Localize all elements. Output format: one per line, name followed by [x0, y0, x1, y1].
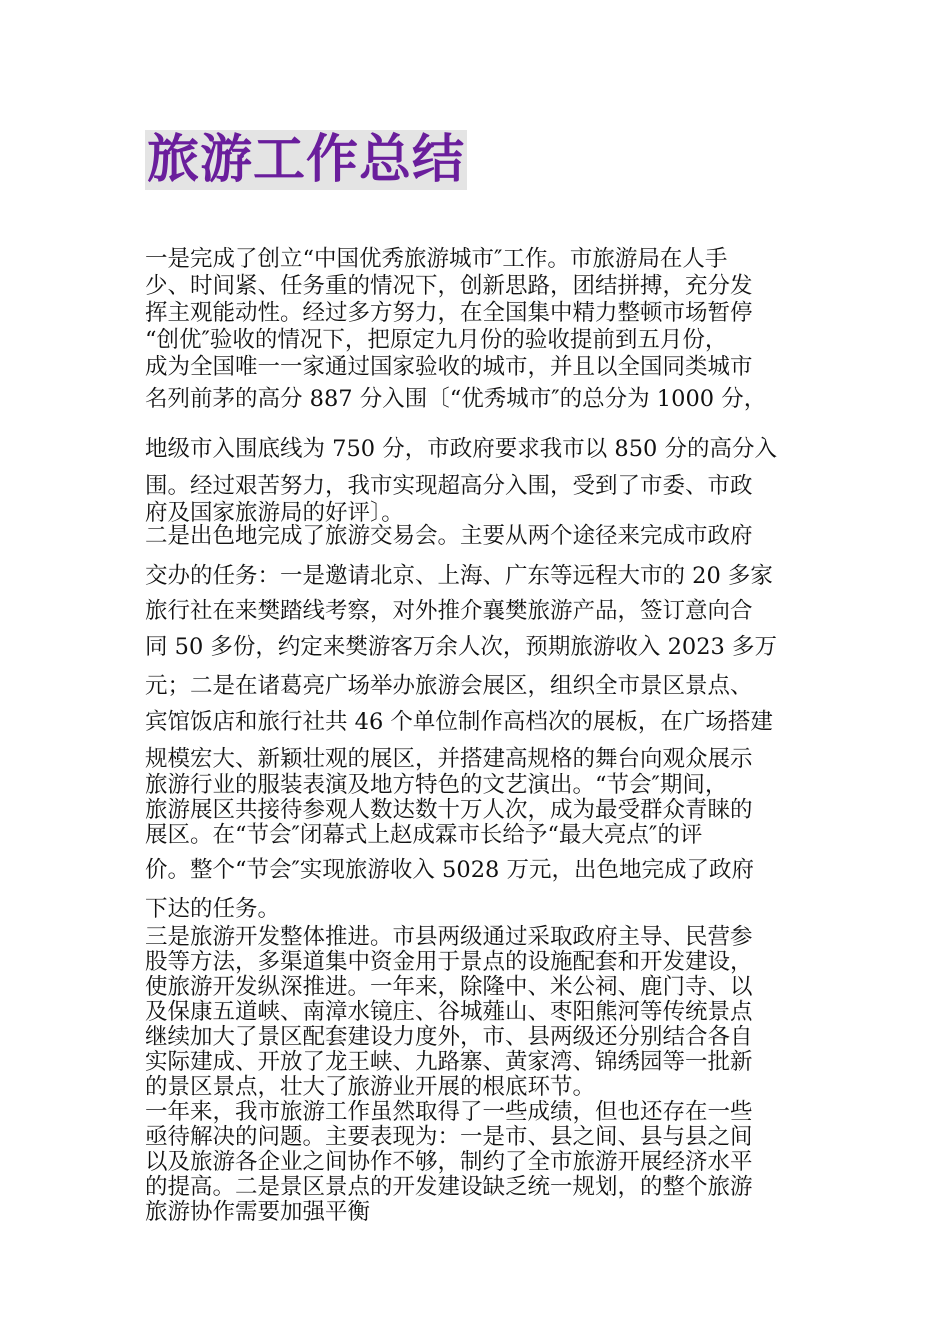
text-line: 旅行社在来樊踏线考察，对外推介襄樊旅游产品，签订意向合 — [145, 598, 753, 624]
text-line: 的提高。二是景区景点的开发建设缺乏统一规划，的整个旅游 — [145, 1174, 753, 1200]
text-line: 府及国家旅游局的好评〕。 — [145, 500, 404, 526]
text-line: 价。整个“节会″实现旅游收入 5028 万元，出色地完成了政府 — [145, 857, 754, 883]
text-line: 三是旅游开发整体推进。市县两级通过采取政府主导、民营参 — [145, 924, 753, 950]
text-line: 挥主观能动性。经过多方努力，在全国集中精力整顿市场暂停 — [145, 300, 753, 326]
text-line: 的景区景点，壮大了旅游业开展的根底环节。 — [145, 1074, 596, 1100]
text-line: 股等方法，多渠道集中资金用于景点的设施配套和开发建设， — [145, 949, 753, 975]
text-line: 名列前茅的高分 887 分入围〔“优秀城市″的总分为 1000 分， — [145, 386, 767, 412]
text-line: 规模宏大、新颖壮观的展区，并搭建高规格的舞台向观众展示 — [145, 746, 753, 772]
text-line: 展区。在“节会″闭幕式上赵成霖市长给予“最大亮点″的评 — [145, 822, 703, 848]
text-line: 一年来，我市旅游工作虽然取得了一些成绩，但也还存在一些 — [145, 1099, 753, 1125]
text-line: “创优″验收的情况下，把原定九月份的验收提前到五月份， — [145, 327, 728, 353]
text-line: 同 50 多份，约定来樊游客万余人次，预期旅游收入 2023 多万 — [145, 634, 778, 660]
text-line: 旅游协作需要加强平衡 — [145, 1199, 371, 1225]
text-line: 旅游行业的服装表演及地方特色的文艺演出。“节会″期间， — [145, 772, 728, 798]
text-line: 元；二是在诸葛亮广场举办旅游会展区，组织全市景区景点、 — [145, 673, 753, 699]
text-line: 一是完成了创立“中国优秀旅游城市″工作。市旅游局在人手 — [145, 246, 728, 272]
text-line: 继续加大了景区配套建设力度外，市、县两级还分别结合各自 — [145, 1024, 753, 1050]
text-line: 交办的任务：一是邀请北京、上海、广东等远程大市的 20 多家 — [145, 563, 773, 589]
text-line: 及保康五道峡、南漳水镜庄、谷城薤山、枣阳熊河等传统景点 — [145, 999, 753, 1025]
text-line: 少、时间紧、任务重的情况下，创新思路，团结拼搏，充分发 — [145, 273, 753, 299]
text-line: 旅游展区共接待参观人数达数十万人次，成为最受群众青睐的 — [145, 797, 753, 823]
text-line: 二是出色地完成了旅游交易会。主要从两个途径来完成市政府 — [145, 523, 753, 549]
text-line: 下达的任务。 — [145, 896, 281, 922]
text-line: 成为全国唯一一家通过国家验收的城市，并且以全国同类城市 — [145, 354, 753, 380]
text-line: 围。经过艰苦努力，我市实现超高分入围，受到了市委、市政 — [145, 473, 753, 499]
text-line: 以及旅游各企业之间协作不够，制约了全市旅游开展经济水平 — [145, 1149, 753, 1175]
text-line: 亟待解决的问题。主要表现为：一是市、县之间、县与县之间 — [145, 1124, 753, 1150]
title-highlight — [145, 130, 467, 190]
text-line: 实际建成、开放了龙王峡、九路寨、黄家湾、锦绣园等一批新 — [145, 1049, 753, 1075]
text-line: 使旅游开发纵深推进。一年来，除隆中、米公祠、鹿门寺、以 — [145, 974, 753, 1000]
text-line: 地级市入围底线为 750 分，市政府要求我市以 850 分的高分入 — [145, 436, 778, 462]
text-line: 宾馆饭店和旅行社共 46 个单位制作高档次的展板，在广场搭建 — [145, 709, 773, 735]
document-title: 旅游工作总结 — [147, 130, 466, 190]
